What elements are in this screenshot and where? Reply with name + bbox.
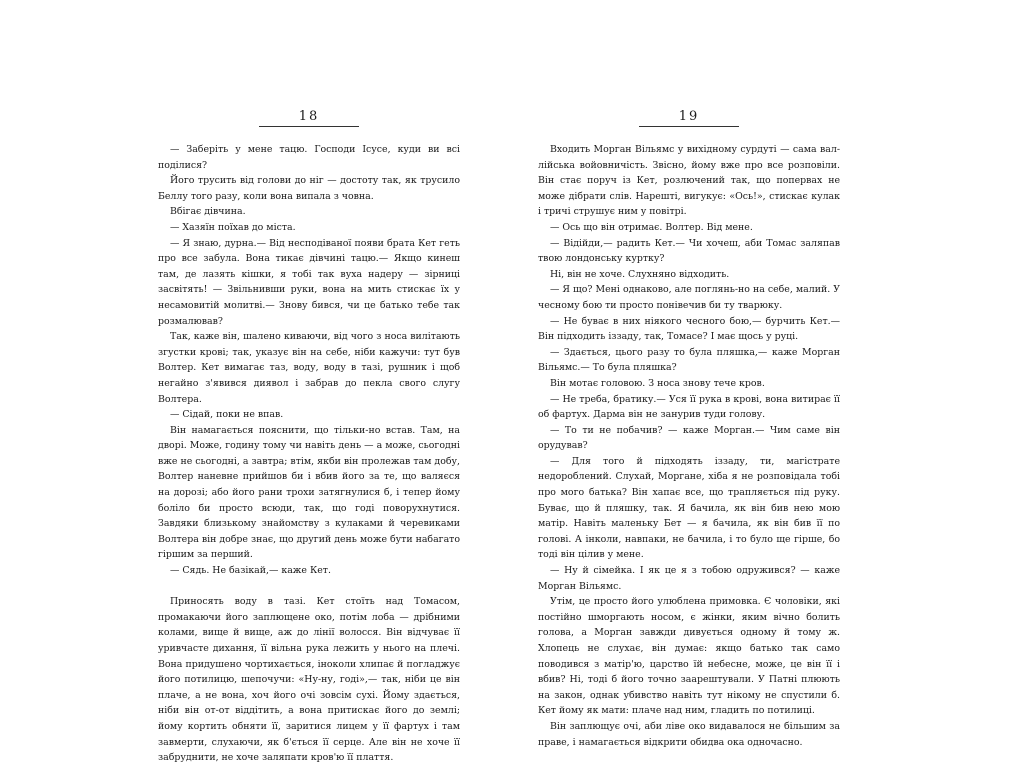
paragraph: Його трусить від голови до ніг — достоту так, як трусило Беллу того разу, коли вона випала з човна. [158, 175, 460, 202]
page-number-rule-left [259, 126, 359, 127]
paragraph: — Я що? Мені однаково, але поглянь-но на себе, малий. У чесному бою ти просто понівечив би ту тварюку. [538, 284, 840, 311]
left-page [158, 108, 460, 766]
paragraph: Він намагається пояснити, що тільки-но встав. Там, на дворі. Може, годину тому чи навіть день — а може, сьогодні вже не сьогодні, а завтра; втім, якби він пролежав там добу, Волтер наневне прийшов би і вбив його за те, що валяєся на дорозі; або його рани трохи затягнулися б, і тепер йому боліло би просто всюди, так, що годі поворухнутися. Завдяки близькому знайомству з кулаками й черевиками Волтера він добре знає, що другий день може бути набагато гіршим за перший. [158, 424, 460, 561]
paragraph: — Не треба, братику.— Уся її рука в крові, вона витирає її об фартух. Дарма він не занурив туди голову. [538, 393, 840, 421]
paragraph: — То ти не побачив? — каже Морган.— Чим саме він орудував? [538, 424, 840, 452]
paragraph: Входить Морган Вільямс у вихідному сурдуті — сама вал-лійська войовничість. Звісно, йому вже про все розповіли. Він стає поруч із Кет, розлючений так, що попервах не може дібрати слів. Нарешті, вигукує: «Ось!», стискає кулак і тричі струшує ним у повітрі. [538, 144, 840, 218]
paragraph: — Здається, цього разу то була пляшка,— каже Морган Вільямс.— То була пляшка? [538, 346, 840, 374]
paragraph: — Ну й сімейка. І як це я з тобою одружився? — каже Морган Вільямс. [538, 565, 840, 592]
paragraph: Він заплющує очі, аби ліве око видавалося не більшим за праве, і намагається відкрити обидва ока одночасно. [538, 720, 840, 748]
paragraph: — Не буває в них ніякого чесного бою,— бурчить Кет.— Він підходить іззаду, так, Томасе? І має щось у руці. [538, 315, 840, 343]
paragraph: — Ось що він отримає. Волтер. Від мене. [550, 221, 753, 233]
page-number-left: 18 [298, 109, 320, 124]
page-number-rule-right [639, 126, 739, 127]
section-break [158, 579, 460, 595]
paragraph: — Відійди,— радить Кет.— Чи хочеш, аби Томас заляпав твою лондонську куртку? [538, 237, 840, 265]
paragraph: — Сядь. Не базікай,— каже Кет. [170, 565, 331, 577]
left-page-text [158, 142, 460, 766]
right-page-text [538, 142, 840, 750]
paragraph: — Хазяїн поїхав до міста. [170, 221, 296, 233]
paragraph: Вбігає дівчина. [170, 206, 246, 218]
paragraph: Він мотає головою. З носа знову тече кров. [550, 377, 765, 389]
paragraph: — Я знаю, дурна.— Від несподіваної появи брата Кет геть про все забула. Вона тикає дівчині тацю.— Якщо кинеш там, де лазять кішки, я тобі так вуха надеру — зірниці засвітять! — Звільнивши руки, вона на мить стискає їх у несамовитій молитві.— Знову бився, чи це батько тебе так розмалював? [158, 237, 460, 327]
paragraph: — Для того й підходять іззаду, ти, магістрате недороблений. Слухай, Моргане, хіба я не розповідала тобі про мого батька? Він хапає все, що трапляється під руку. Буває, що й пляшку, так. Я бачила, як він бив нею мою матір. Навіть маленьку Бет — я бачила, як він бив її по голові. А інколи, навпаки, не бачила, і то було ще гірше, бо тоді він цілив у мене. [538, 455, 840, 561]
paragraph: Утім, це просто його улюблена примовка. Є чоловіки, які постійно шморгають носом, є жінки, яким вічно болить голова, а Морган завжди дивується одному й тому ж. Хлопець не слухає, він думає: якщо батько так само поводився з матір'ю, царство їй небесне, може, це він її і вбив? Ні, тоді б його точно заарештували. У Патні плюють на закон, однак убивство навіть тут нікому не спустили б. Кет йому як мати: плаче над ним, гладить по потилиці. [538, 596, 840, 717]
paragraph: Приносять воду в тазі. Кет стоїть над Томасом, промакаючи його заплющене око, потім лоба — дрібними колами, вище й вище, аж до лінії волосся. Він відчуває її уривчасте дихання, її вільна рука лежить у нього на плечі. Вона придушено чортихається, іноколи хлипає й погладжує його потилицю, шепочучи: «Ну-ну, годі»,— так, ніби це він плаче, а не вона, хоч його очі зовсім сухі. Йому здається, ніби він от-от віддітить, а вона притискає його до землі; йому кортить обняти її, заритися лицем у її фартух і там завмерти, слухаючи, як б'ється її серце. Але він не хоче її забруднити, не хоче заляпати кров'ю її плаття. [158, 596, 460, 764]
paragraph: — Сідай, поки не впав. [170, 409, 284, 421]
paragraph: Так, каже він, шалено киваючи, від чого з носа вилітають згустки крові; так, указує він на себе, ніби кажучи: тут був Волтер. Кет вимагає таз, воду, воду в тазі, рушник і щоб негайно з'явився диявол і забрав до пекла свого слугу Волтера. [158, 331, 460, 405]
paragraph: — Заберіть у мене тацю. Господи Ісусе, куди ви всі поділися? [158, 144, 460, 171]
paragraph: Ні, він не хоче. Слухняно відходить. [550, 268, 730, 280]
page-number-right: 19 [678, 109, 700, 124]
right-page [538, 108, 840, 750]
